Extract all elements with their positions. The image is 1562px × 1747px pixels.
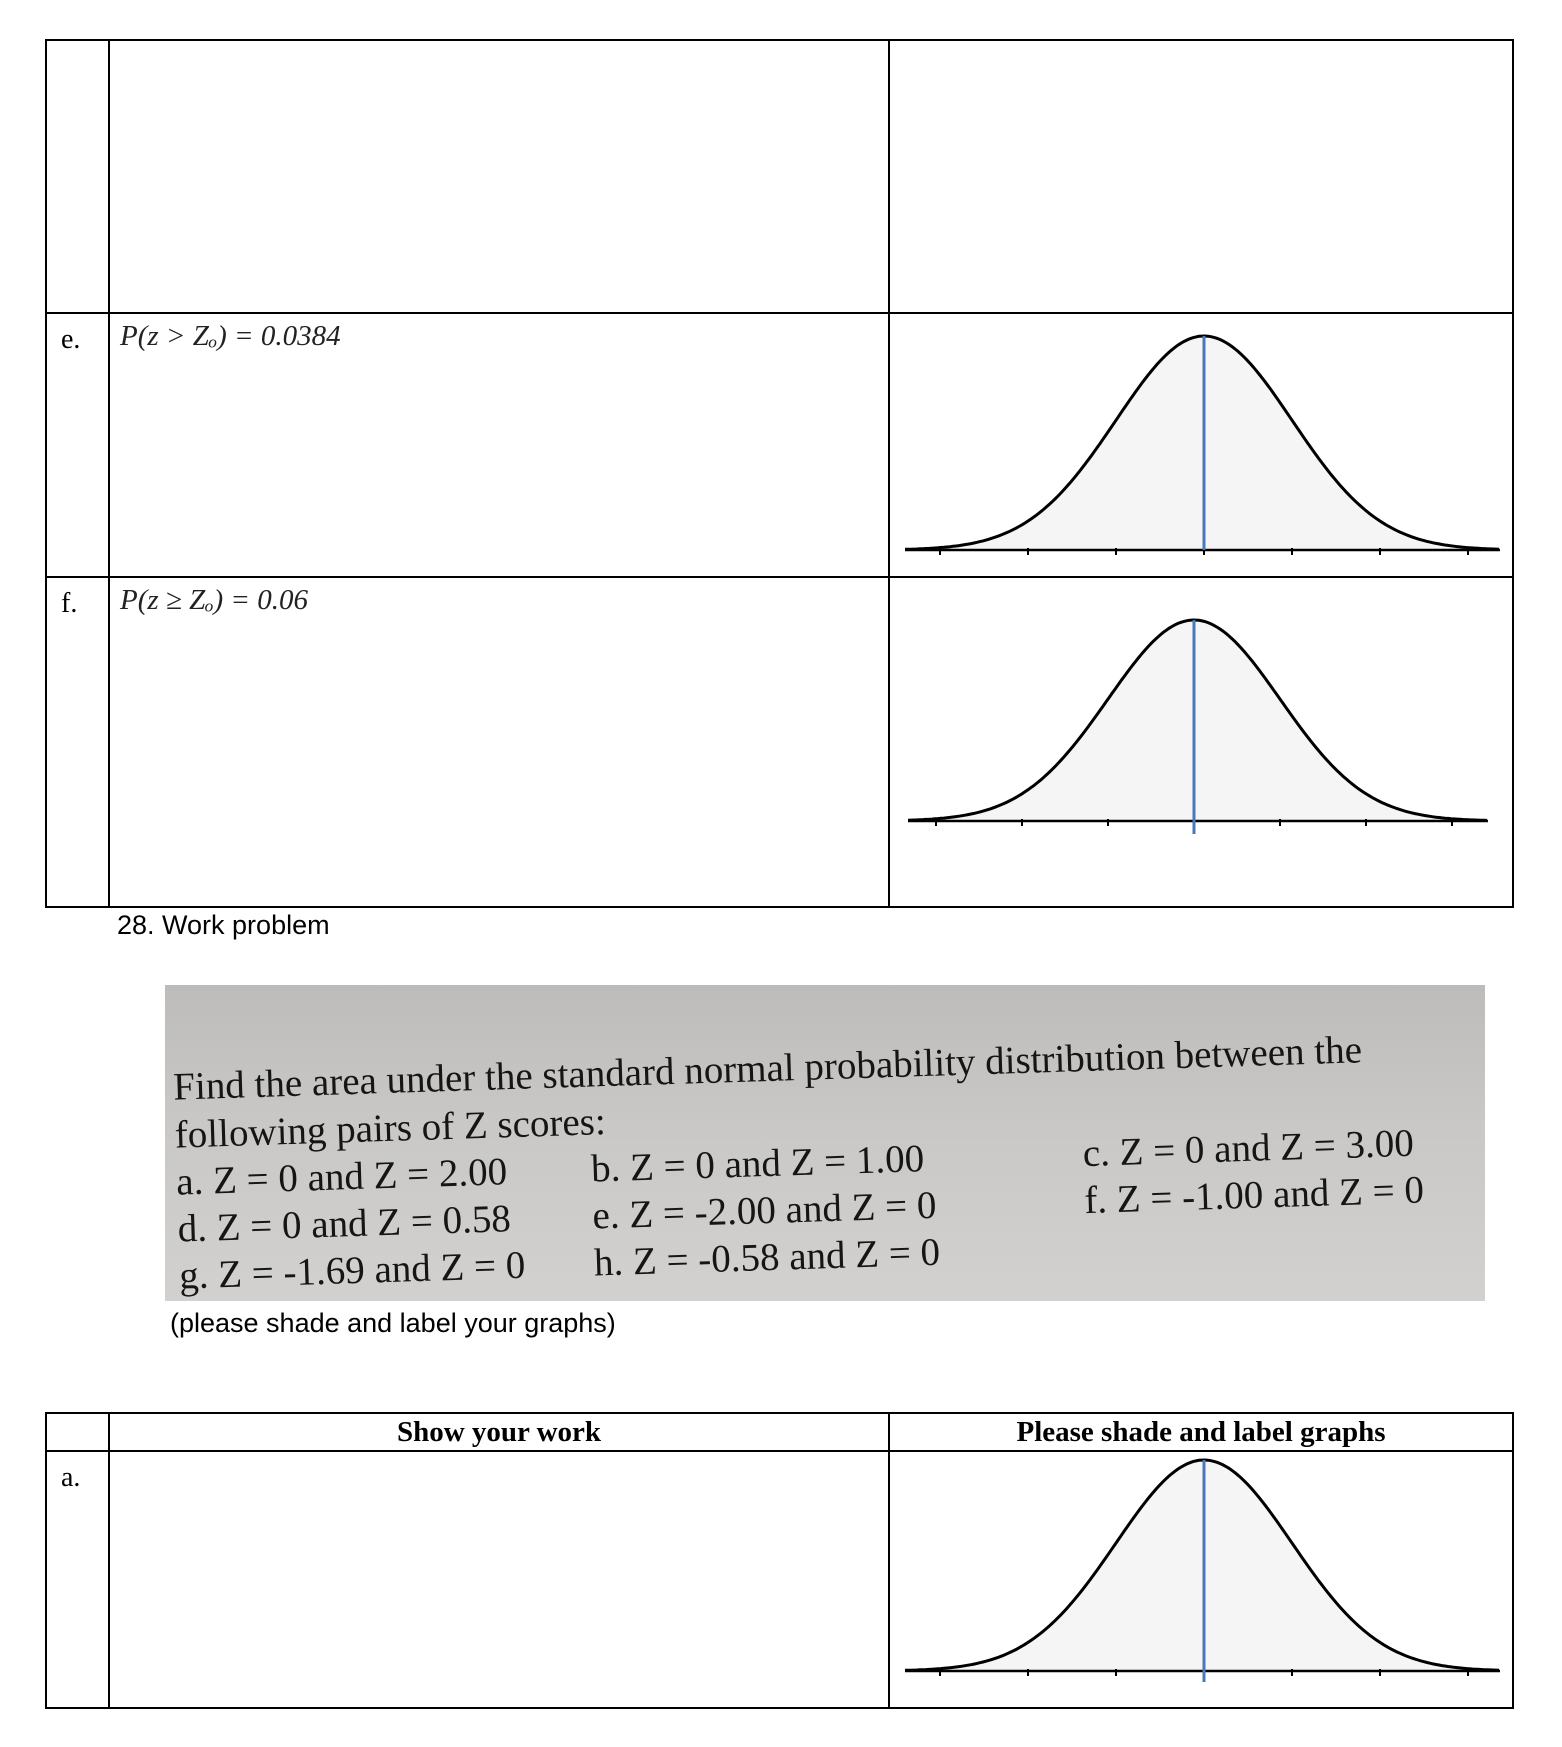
pair-g: g. Z = -1.69 and Z = 0 [178, 1243, 526, 1298]
pair-c: c. Z = 0 and Z = 3.00 [1082, 1121, 1415, 1176]
shade-label-note: (please shade and label your graphs) [170, 1308, 616, 1338]
work-problem-title: 28. Work problem [117, 910, 330, 940]
normal-curve-graph [890, 578, 1514, 908]
normal-curve-graph [890, 314, 1514, 578]
textbook-problem-photo [165, 985, 1485, 1301]
table-row [46, 1451, 1513, 1708]
top-answer-table [45, 39, 1514, 908]
pair-d: d. Z = 0 and Z = 0.58 [177, 1197, 512, 1251]
problem-line-2: following pairs of Z scores: [174, 1100, 607, 1157]
graph-cell [889, 1451, 1513, 1708]
row-letter [46, 40, 109, 313]
bottom-answer-table [45, 1412, 1514, 1709]
normal-curve-graph [890, 1452, 1514, 1709]
row-letter: a. [46, 1451, 109, 1708]
pair-f: f. Z = -1.00 and Z = 0 [1083, 1168, 1425, 1223]
row-letter: e. [46, 313, 109, 577]
header-show-work: Show your work [109, 1413, 889, 1451]
table-header-row [46, 1413, 1513, 1451]
pair-h: h. Z = -0.58 and Z = 0 [593, 1230, 941, 1285]
pair-a: a. Z = 0 and Z = 2.00 [175, 1150, 508, 1204]
header-empty [46, 1413, 109, 1451]
row-letter: f. [46, 577, 109, 907]
problem-line-1: Find the area under the standard normal probability distribution between the [172, 1028, 1363, 1109]
problem-statement: P(z > Zₒ) = 0.0384 [109, 313, 889, 577]
pair-e: e. Z = -2.00 and Z = 0 [591, 1183, 938, 1238]
pair-b: b. Z = 0 and Z = 1.00 [590, 1137, 925, 1191]
table-row [46, 40, 1513, 313]
work-cell[interactable] [109, 1451, 889, 1708]
problem-statement: P(z ≥ Zₒ) = 0.06 [109, 577, 889, 907]
table-row [46, 313, 1513, 577]
work-cell[interactable] [109, 40, 889, 313]
curve-area [908, 620, 1488, 821]
table-row [46, 577, 1513, 907]
graph-cell [889, 313, 1513, 577]
graph-cell [889, 577, 1513, 907]
graph-cell [889, 40, 1513, 313]
header-shade-graphs: Please shade and label graphs [889, 1413, 1513, 1451]
